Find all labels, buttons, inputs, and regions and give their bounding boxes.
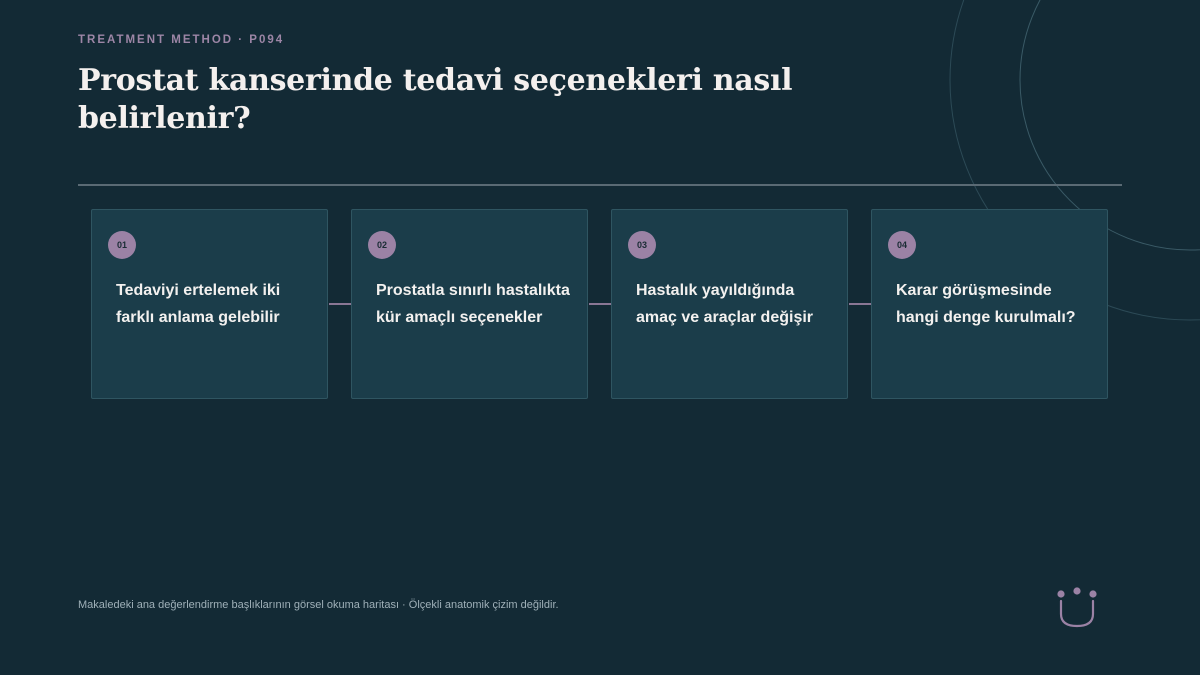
step-text: Karar görüşmesinde hangi denge kurulmalı? bbox=[896, 282, 1076, 326]
step-connector bbox=[849, 303, 871, 305]
smile-logo-icon bbox=[1056, 586, 1098, 630]
step-number-badge: 02 bbox=[368, 231, 396, 259]
step-connector bbox=[329, 303, 351, 305]
page-title: Prostat kanserinde tedavi seçenekleri nasıl belirlenir? bbox=[78, 63, 793, 136]
step-card-2 bbox=[351, 209, 588, 399]
eyebrow-label: TREATMENT METHOD · P094 bbox=[78, 34, 285, 46]
footer-note: Makaledeki ana değerlendirme başlıklarının görsel okuma haritası · Ölçekli anatomik çizim değildir. bbox=[78, 599, 559, 611]
step-card-3 bbox=[611, 209, 848, 399]
step-text: Tedaviyi ertelemek iki farklı anlama gelebilir bbox=[116, 282, 281, 326]
step-text: Prostatla sınırlı hastalıkta kür amaçlı seçenekler bbox=[376, 282, 570, 326]
step-card-4 bbox=[871, 209, 1108, 399]
step-number-badge: 01 bbox=[108, 231, 136, 259]
step-number-badge: 04 bbox=[888, 231, 916, 259]
step-number-badge: 03 bbox=[628, 231, 656, 259]
title-divider bbox=[78, 184, 1122, 186]
step-text: Hastalık yayıldığında amaç ve araçlar değişir bbox=[636, 282, 814, 326]
step-card-1 bbox=[91, 209, 328, 399]
step-connector bbox=[589, 303, 611, 305]
